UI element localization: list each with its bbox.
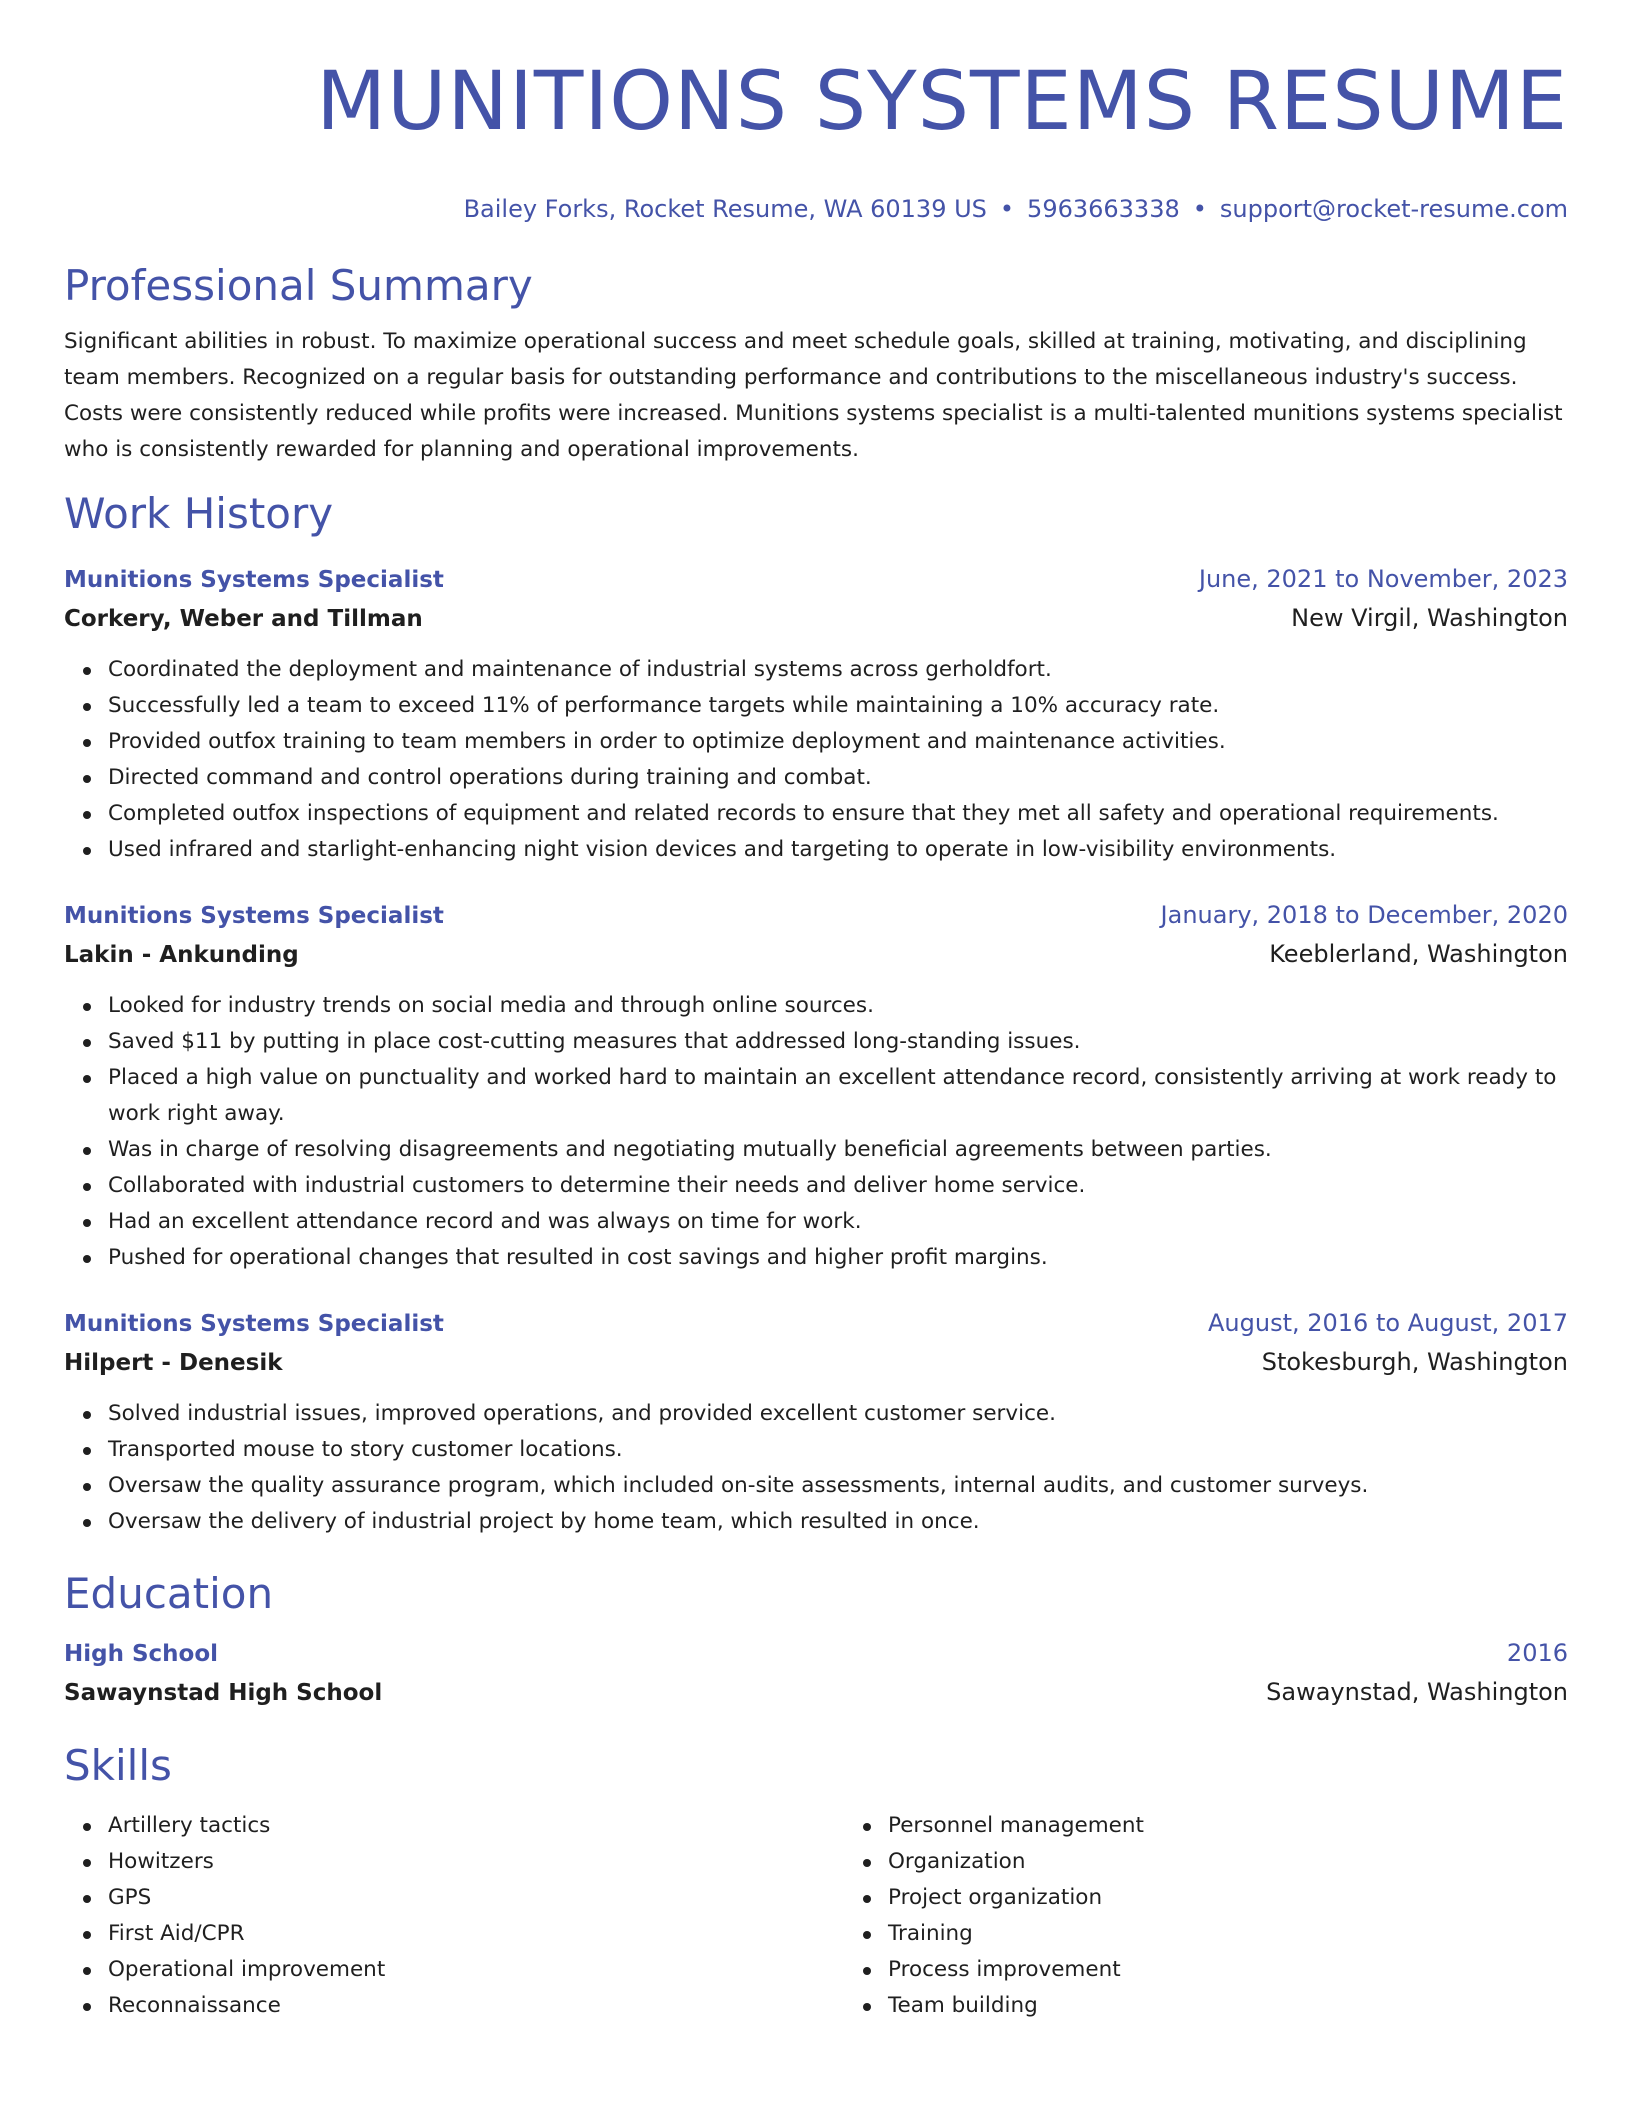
- contact-separator: •: [1192, 195, 1207, 223]
- job-company: Corkery, Weber and Tillman: [64, 606, 423, 632]
- skill-item: Artillery tactics: [108, 1808, 844, 1844]
- skill-item: Process improvement: [888, 1952, 1488, 1988]
- job-bullet: Coordinated the deployment and maintenance of industrial systems across gerholdfort.: [108, 652, 1568, 688]
- skills-list-right: [844, 1808, 1488, 2024]
- job-location: Keeblerland, Washington: [1269, 940, 1568, 968]
- skill-item: Operational improvement: [108, 1952, 844, 1988]
- job-bullets: [64, 988, 1568, 1276]
- job-header-row: [64, 560, 1568, 599]
- skill-item: First Aid/CPR: [108, 1916, 844, 1952]
- job-company: Lakin - Ankunding: [64, 942, 299, 968]
- job-company-row: [64, 1343, 1568, 1382]
- education-heading: Education: [64, 1569, 274, 1618]
- skill-item: Personnel management: [888, 1808, 1488, 1844]
- contact-address: Bailey Forks, Rocket Resume, WA 60139 US: [463, 195, 987, 223]
- education-school-row: [64, 1673, 1568, 1712]
- summary-text: Significant abilities in robust. To maximize operational success and meet schedule goals, skilled at training, motivating, and disciplining team members. Recognized on a regular basis for outstanding performance and contributions to the miscellaneous industry's success. Costs were consistently reduced while profits were increased. Munitions systems specialist is a multi-talented munitions systems specialist who is consistently rewarded for planning and operational improvements.: [64, 329, 1563, 462]
- job-title: Munitions Systems Specialist: [64, 1311, 444, 1337]
- education-entry: [64, 1634, 1568, 1712]
- job-bullet: Directed command and control operations during training and combat.: [108, 760, 1568, 796]
- job-bullet: Used infrared and starlight-enhancing night vision devices and targeting to operate in low-visibility environments.: [108, 832, 1568, 868]
- resume-title: MUNITIONS SYSTEMS RESUME: [316, 55, 1568, 149]
- job-bullet: Oversaw the quality assurance program, which included on-site assessments, internal audits, and customer surveys.: [108, 1468, 1568, 1504]
- job-bullet: Had an excellent attendance record and was always on time for work.: [108, 1204, 1568, 1240]
- job-dates: August, 2016 to August, 2017: [1208, 1309, 1568, 1337]
- job-entry: [64, 1304, 1568, 1540]
- skill-item: Team building: [888, 1988, 1488, 2024]
- job-dates: January, 2018 to December, 2020: [1160, 901, 1568, 929]
- job-bullet: Saved $11 by putting in place cost-cutting measures that addressed long-standing issues.: [108, 1024, 1568, 1060]
- job-bullets: [64, 652, 1568, 868]
- skill-item: Howitzers: [108, 1844, 844, 1880]
- skill-item: Training: [888, 1916, 1488, 1952]
- job-bullet: Successfully led a team to exceed 11% of performance targets while maintaining a 10% accuracy rate.: [108, 688, 1568, 724]
- skills-heading: Skills: [64, 1741, 172, 1790]
- contact-phone: 5963663338: [1027, 195, 1180, 223]
- job-header-row: [64, 896, 1568, 935]
- job-title: Munitions Systems Specialist: [64, 903, 444, 929]
- skill-item: GPS: [108, 1880, 844, 1916]
- job-title: Munitions Systems Specialist: [64, 567, 444, 593]
- job-location: Stokesburgh, Washington: [1261, 1348, 1568, 1376]
- job-bullet: Solved industrial issues, improved operations, and provided excellent customer service.: [108, 1396, 1568, 1432]
- education-location: Sawaynstad, Washington: [1266, 1678, 1568, 1706]
- skill-item: Project organization: [888, 1880, 1488, 1916]
- education-degree: High School: [64, 1641, 219, 1667]
- education-school: Sawaynstad High School: [64, 1680, 383, 1706]
- resume-header: [64, 52, 1568, 224]
- work-history-heading: Work History: [64, 489, 334, 538]
- job-location: New Virgil, Washington: [1291, 604, 1568, 632]
- job-bullet: Completed outfox inspections of equipment and related records to ensure that they met all safety and operational requirements.: [108, 796, 1568, 832]
- skills-columns: [64, 1808, 1568, 2024]
- skill-item: Reconnaissance: [108, 1988, 844, 2024]
- job-company-row: [64, 599, 1568, 638]
- contact-separator: •: [999, 195, 1015, 223]
- job-header-row: [64, 1304, 1568, 1343]
- summary-heading: Professional Summary: [64, 261, 533, 310]
- job-entry: [64, 896, 1568, 1276]
- job-company-row: [64, 935, 1568, 974]
- job-bullet: Was in charge of resolving disagreements and negotiating mutually beneficial agreements between parties.: [108, 1132, 1568, 1168]
- job-entry: [64, 560, 1568, 868]
- job-bullet: Transported mouse to story customer locations.: [108, 1432, 1568, 1468]
- job-dates: June, 2021 to November, 2023: [1198, 565, 1568, 593]
- job-bullet: Provided outfox training to team members in order to optimize deployment and maintenance activities.: [108, 724, 1568, 760]
- skill-item: Organization: [888, 1844, 1488, 1880]
- job-bullet: Pushed for operational changes that resulted in cost savings and higher profit margins.: [108, 1240, 1568, 1276]
- job-bullet: Collaborated with industrial customers to determine their needs and deliver home service.: [108, 1168, 1568, 1204]
- education-year: 2016: [1506, 1639, 1568, 1667]
- contact-email[interactable]: support@rocket-resume.com: [1219, 195, 1568, 223]
- contact-line: [64, 194, 1568, 224]
- job-bullet: Placed a high value on punctuality and worked hard to maintain an excellent attendance record, consistently arriving at work ready to work right away.: [108, 1060, 1568, 1132]
- skills-list-left: [64, 1808, 844, 2024]
- job-company: Hilpert - Denesik: [64, 1350, 283, 1376]
- job-bullet: Looked for industry trends on social media and through online sources.: [108, 988, 1568, 1024]
- job-bullets: [64, 1396, 1568, 1540]
- education-header-row: [64, 1634, 1568, 1673]
- job-bullet: Oversaw the delivery of industrial project by home team, which resulted in once.: [108, 1504, 1568, 1540]
